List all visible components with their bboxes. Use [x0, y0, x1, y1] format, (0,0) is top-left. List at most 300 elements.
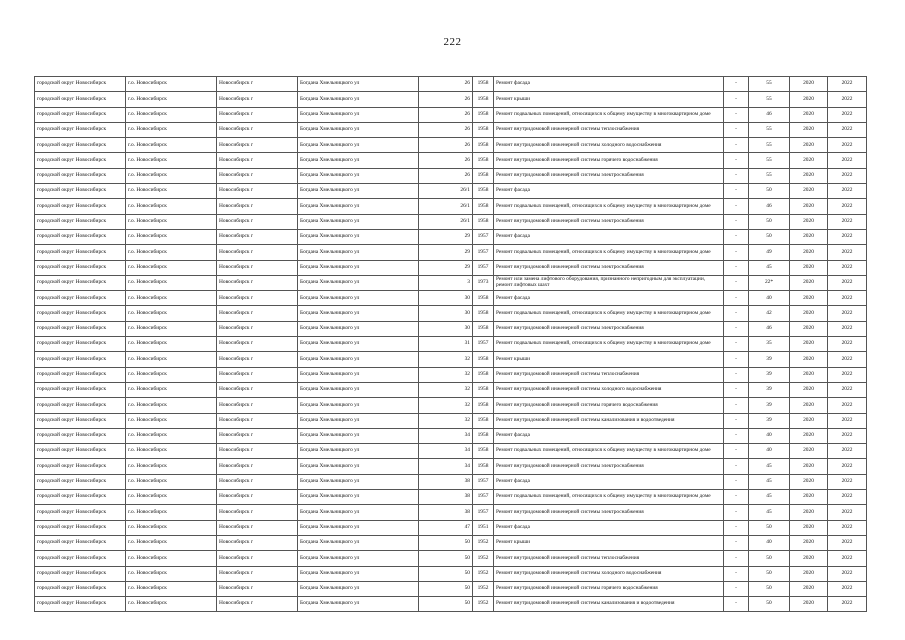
- empty-value-cell: -: [724, 153, 749, 168]
- end-year-cell: 2022: [828, 214, 867, 229]
- urban-district-cell: г.о. Новосибирск: [126, 428, 217, 443]
- street-cell: Богдана Хмельницкого ул: [298, 245, 419, 260]
- city-cell: Новосибирск г: [217, 566, 298, 581]
- empty-value-cell: -: [724, 551, 749, 566]
- street-cell: Богдана Хмельницкого ул: [298, 398, 419, 413]
- end-year-cell: 2022: [828, 199, 867, 214]
- table-row: [35, 566, 867, 581]
- municipal-district-cell: городской округ Новосибирск: [35, 214, 126, 229]
- municipal-district-cell: городской округ Новосибирск: [35, 321, 126, 336]
- municipal-district-cell: городской округ Новосибирск: [35, 444, 126, 459]
- municipal-district-cell: городской округ Новосибирск: [35, 459, 126, 474]
- start-year-cell: 2020: [790, 367, 828, 382]
- work-type-cell: Ремонт крыши: [494, 352, 724, 367]
- work-type-cell: Ремонт внутридомовой инженерной системы теплоснабжения: [494, 367, 724, 382]
- house-number-cell: 26/1: [419, 184, 473, 199]
- build-year-cell: 1952: [473, 566, 494, 581]
- street-cell: Богдана Хмельницкого ул: [298, 153, 419, 168]
- table-row: [35, 138, 867, 153]
- municipal-district-cell: городской округ Новосибирск: [35, 199, 126, 214]
- house-number-cell: 32: [419, 367, 473, 382]
- work-type-cell: Ремонт крыши: [494, 535, 724, 550]
- house-number-cell: 26: [419, 138, 473, 153]
- empty-value-cell: -: [724, 168, 749, 183]
- urban-district-cell: г.о. Новосибирск: [126, 398, 217, 413]
- street-cell: Богдана Хмельницкого ул: [298, 551, 419, 566]
- urban-district-cell: г.о. Новосибирск: [126, 291, 217, 306]
- build-year-cell: 1957: [473, 337, 494, 352]
- work-type-cell: Ремонт подвальных помещений, относящихся к общему имуществу в многоквартирном доме: [494, 199, 724, 214]
- empty-value-cell: -: [724, 77, 749, 92]
- empty-value-cell: -: [724, 459, 749, 474]
- amount-cell: 39: [749, 413, 790, 428]
- work-type-cell: Ремонт внутридомовой инженерной системы электроснабжения: [494, 260, 724, 275]
- work-type-cell: Ремонт внутридомовой инженерной системы электроснабжения: [494, 214, 724, 229]
- start-year-cell: 2020: [790, 199, 828, 214]
- street-cell: Богдана Хмельницкого ул: [298, 107, 419, 122]
- street-cell: Богдана Хмельницкого ул: [298, 168, 419, 183]
- street-cell: Богдана Хмельницкого ул: [298, 306, 419, 321]
- municipal-district-cell: городской округ Новосибирск: [35, 275, 126, 290]
- empty-value-cell: -: [724, 428, 749, 443]
- house-number-cell: 50: [419, 566, 473, 581]
- municipal-district-cell: городской округ Новосибирск: [35, 77, 126, 92]
- urban-district-cell: г.о. Новосибирск: [126, 520, 217, 535]
- work-type-cell: Ремонт внутридомовой инженерной системы горячего водоснабжения: [494, 581, 724, 596]
- build-year-cell: 1958: [473, 77, 494, 92]
- street-cell: Богдана Хмельницкого ул: [298, 321, 419, 336]
- street-cell: Богдана Хмельницкого ул: [298, 535, 419, 550]
- build-year-cell: 1958: [473, 413, 494, 428]
- house-number-cell: 30: [419, 291, 473, 306]
- street-cell: Богдана Хмельницкого ул: [298, 428, 419, 443]
- work-type-cell: Ремонт фасада: [494, 77, 724, 92]
- build-year-cell: 1957: [473, 260, 494, 275]
- work-type-cell: Ремонт фасада: [494, 520, 724, 535]
- city-cell: Новосибирск г: [217, 535, 298, 550]
- street-cell: Богдана Хмельницкого ул: [298, 566, 419, 581]
- urban-district-cell: г.о. Новосибирск: [126, 245, 217, 260]
- city-cell: Новосибирск г: [217, 459, 298, 474]
- build-year-cell: 1958: [473, 306, 494, 321]
- house-number-cell: 32: [419, 382, 473, 397]
- municipal-district-cell: городской округ Новосибирск: [35, 428, 126, 443]
- urban-district-cell: г.о. Новосибирск: [126, 382, 217, 397]
- house-number-cell: 50: [419, 551, 473, 566]
- house-number-cell: 26/1: [419, 214, 473, 229]
- table-row: [35, 535, 867, 550]
- city-cell: Новосибирск г: [217, 474, 298, 489]
- urban-district-cell: г.о. Новосибирск: [126, 306, 217, 321]
- city-cell: Новосибирск г: [217, 122, 298, 137]
- street-cell: Богдана Хмельницкого ул: [298, 490, 419, 505]
- city-cell: Новосибирск г: [217, 245, 298, 260]
- build-year-cell: 1952: [473, 551, 494, 566]
- amount-cell: 50: [749, 214, 790, 229]
- end-year-cell: 2022: [828, 413, 867, 428]
- street-cell: Богдана Хмельницкого ул: [298, 92, 419, 107]
- empty-value-cell: -: [724, 413, 749, 428]
- build-year-cell: 1957: [473, 229, 494, 244]
- start-year-cell: 2020: [790, 107, 828, 122]
- city-cell: Новосибирск г: [217, 444, 298, 459]
- end-year-cell: 2022: [828, 398, 867, 413]
- street-cell: Богдана Хмельницкого ул: [298, 260, 419, 275]
- municipal-district-cell: городской округ Новосибирск: [35, 581, 126, 596]
- end-year-cell: 2022: [828, 229, 867, 244]
- city-cell: Новосибирск г: [217, 398, 298, 413]
- end-year-cell: 2022: [828, 505, 867, 520]
- start-year-cell: 2020: [790, 245, 828, 260]
- start-year-cell: 2020: [790, 551, 828, 566]
- start-year-cell: 2020: [790, 520, 828, 535]
- municipal-district-cell: городской округ Новосибирск: [35, 138, 126, 153]
- start-year-cell: 2020: [790, 505, 828, 520]
- work-type-cell: Ремонт подвальных помещений, относящихся к общему имуществу в многоквартирном доме: [494, 245, 724, 260]
- municipal-district-cell: городской округ Новосибирск: [35, 505, 126, 520]
- table-row: [35, 520, 867, 535]
- house-number-cell: 29: [419, 229, 473, 244]
- urban-district-cell: г.о. Новосибирск: [126, 260, 217, 275]
- work-type-cell: Ремонт внутридомовой инженерной системы горячего водоснабжения: [494, 398, 724, 413]
- city-cell: Новосибирск г: [217, 229, 298, 244]
- amount-cell: 46: [749, 321, 790, 336]
- urban-district-cell: г.о. Новосибирск: [126, 168, 217, 183]
- build-year-cell: 1958: [473, 122, 494, 137]
- street-cell: Богдана Хмельницкого ул: [298, 337, 419, 352]
- house-number-cell: 3: [419, 275, 473, 290]
- start-year-cell: 2020: [790, 214, 828, 229]
- city-cell: Новосибирск г: [217, 184, 298, 199]
- table-body: [35, 77, 867, 612]
- city-cell: Новосибирск г: [217, 291, 298, 306]
- city-cell: Новосибирск г: [217, 77, 298, 92]
- urban-district-cell: г.о. Новосибирск: [126, 551, 217, 566]
- table-row: [35, 291, 867, 306]
- amount-cell: 39: [749, 382, 790, 397]
- table-row: [35, 444, 867, 459]
- house-number-cell: 38: [419, 490, 473, 505]
- house-number-cell: 26: [419, 77, 473, 92]
- amount-cell: 55: [749, 138, 790, 153]
- start-year-cell: 2020: [790, 474, 828, 489]
- street-cell: Богдана Хмельницкого ул: [298, 214, 419, 229]
- build-year-cell: 1973: [473, 275, 494, 290]
- end-year-cell: 2022: [828, 306, 867, 321]
- table-row: [35, 122, 867, 137]
- end-year-cell: 2022: [828, 382, 867, 397]
- urban-district-cell: г.о. Новосибирск: [126, 505, 217, 520]
- empty-value-cell: -: [724, 229, 749, 244]
- work-type-cell: Ремонт подвальных помещений, относящихся к общему имуществу в многоквартирном доме: [494, 444, 724, 459]
- work-type-cell: Ремонт внутридомовой инженерной системы холодного водоснабжения: [494, 138, 724, 153]
- work-type-cell: Ремонт внутридомовой инженерной системы теплоснабжения: [494, 551, 724, 566]
- work-type-cell: Ремонт фасада: [494, 474, 724, 489]
- start-year-cell: 2020: [790, 398, 828, 413]
- empty-value-cell: -: [724, 367, 749, 382]
- table-row: [35, 413, 867, 428]
- municipal-district-cell: городской округ Новосибирск: [35, 291, 126, 306]
- end-year-cell: 2022: [828, 107, 867, 122]
- table-row: [35, 168, 867, 183]
- house-number-cell: 26: [419, 107, 473, 122]
- city-cell: Новосибирск г: [217, 597, 298, 612]
- start-year-cell: 2020: [790, 92, 828, 107]
- urban-district-cell: г.о. Новосибирск: [126, 138, 217, 153]
- amount-cell: 42: [749, 306, 790, 321]
- build-year-cell: 1958: [473, 92, 494, 107]
- city-cell: Новосибирск г: [217, 138, 298, 153]
- city-cell: Новосибирск г: [217, 214, 298, 229]
- work-type-cell: Ремонт внутридомовой инженерной системы теплоснабжения: [494, 122, 724, 137]
- house-number-cell: 29: [419, 245, 473, 260]
- empty-value-cell: -: [724, 352, 749, 367]
- empty-value-cell: -: [724, 122, 749, 137]
- municipal-district-cell: городской округ Новосибирск: [35, 398, 126, 413]
- start-year-cell: 2020: [790, 153, 828, 168]
- end-year-cell: 2022: [828, 490, 867, 505]
- end-year-cell: 2022: [828, 352, 867, 367]
- house-number-cell: 34: [419, 459, 473, 474]
- amount-cell: 40: [749, 291, 790, 306]
- street-cell: Богдана Хмельницкого ул: [298, 122, 419, 137]
- empty-value-cell: -: [724, 505, 749, 520]
- empty-value-cell: -: [724, 581, 749, 596]
- empty-value-cell: -: [724, 398, 749, 413]
- empty-value-cell: -: [724, 184, 749, 199]
- end-year-cell: 2022: [828, 520, 867, 535]
- amount-cell: 45: [749, 490, 790, 505]
- empty-value-cell: -: [724, 92, 749, 107]
- house-number-cell: 50: [419, 581, 473, 596]
- street-cell: Богдана Хмельницкого ул: [298, 597, 419, 612]
- urban-district-cell: г.о. Новосибирск: [126, 184, 217, 199]
- table-row: [35, 275, 867, 290]
- table-row: [35, 581, 867, 596]
- end-year-cell: 2022: [828, 337, 867, 352]
- table-row: [35, 337, 867, 352]
- municipal-district-cell: городской округ Новосибирск: [35, 382, 126, 397]
- city-cell: Новосибирск г: [217, 581, 298, 596]
- city-cell: Новосибирск г: [217, 382, 298, 397]
- build-year-cell: 1958: [473, 107, 494, 122]
- work-type-cell: Ремонт внутридомовой инженерной системы электроснабжения: [494, 505, 724, 520]
- table-row: [35, 382, 867, 397]
- street-cell: Богдана Хмельницкого ул: [298, 367, 419, 382]
- amount-cell: 49: [749, 245, 790, 260]
- build-year-cell: 1958: [473, 214, 494, 229]
- street-cell: Богдана Хмельницкого ул: [298, 459, 419, 474]
- municipal-district-cell: городской округ Новосибирск: [35, 92, 126, 107]
- municipal-district-cell: городской округ Новосибирск: [35, 245, 126, 260]
- start-year-cell: 2020: [790, 382, 828, 397]
- amount-cell: 39: [749, 352, 790, 367]
- work-type-cell: Ремонт внутридомовой инженерной системы канализования и водоотведения: [494, 413, 724, 428]
- urban-district-cell: г.о. Новосибирск: [126, 474, 217, 489]
- street-cell: Богдана Хмельницкого ул: [298, 413, 419, 428]
- work-type-cell: Ремонт подвальных помещений, относящихся к общему имуществу в многоквартирном доме: [494, 490, 724, 505]
- house-number-cell: 34: [419, 428, 473, 443]
- end-year-cell: 2022: [828, 566, 867, 581]
- build-year-cell: 1958: [473, 321, 494, 336]
- start-year-cell: 2020: [790, 597, 828, 612]
- urban-district-cell: г.о. Новосибирск: [126, 413, 217, 428]
- urban-district-cell: г.о. Новосибирск: [126, 535, 217, 550]
- table-row: [35, 352, 867, 367]
- build-year-cell: 1958: [473, 398, 494, 413]
- build-year-cell: 1951: [473, 520, 494, 535]
- table-row: [35, 214, 867, 229]
- house-number-cell: 29: [419, 260, 473, 275]
- house-number-cell: 26: [419, 153, 473, 168]
- build-year-cell: 1958: [473, 444, 494, 459]
- municipal-district-cell: городской округ Новосибирск: [35, 520, 126, 535]
- municipal-district-cell: городской округ Новосибирск: [35, 168, 126, 183]
- empty-value-cell: -: [724, 321, 749, 336]
- urban-district-cell: г.о. Новосибирск: [126, 459, 217, 474]
- house-number-cell: 26/1: [419, 199, 473, 214]
- table-row: [35, 474, 867, 489]
- urban-district-cell: г.о. Новосибирск: [126, 214, 217, 229]
- empty-value-cell: -: [724, 245, 749, 260]
- amount-cell: 40: [749, 428, 790, 443]
- municipal-district-cell: городской округ Новосибирск: [35, 535, 126, 550]
- empty-value-cell: -: [724, 275, 749, 290]
- end-year-cell: 2022: [828, 428, 867, 443]
- table-row: [35, 321, 867, 336]
- work-type-cell: Ремонт внутридомовой инженерной системы горячего водоснабжения: [494, 153, 724, 168]
- table-row: [35, 398, 867, 413]
- work-type-cell: Ремонт внутридомовой инженерной системы холодного водоснабжения: [494, 382, 724, 397]
- end-year-cell: 2022: [828, 444, 867, 459]
- empty-value-cell: -: [724, 566, 749, 581]
- start-year-cell: 2020: [790, 275, 828, 290]
- house-number-cell: 30: [419, 321, 473, 336]
- amount-cell: 55: [749, 168, 790, 183]
- municipal-district-cell: городской округ Новосибирск: [35, 474, 126, 489]
- build-year-cell: 1958: [473, 367, 494, 382]
- house-number-cell: 34: [419, 444, 473, 459]
- urban-district-cell: г.о. Новосибирск: [126, 77, 217, 92]
- table-row: [35, 367, 867, 382]
- amount-cell: 55: [749, 77, 790, 92]
- work-type-cell: Ремонт внутридомовой инженерной системы электроснабжения: [494, 168, 724, 183]
- build-year-cell: 1958: [473, 459, 494, 474]
- empty-value-cell: -: [724, 382, 749, 397]
- amount-cell: 55: [749, 122, 790, 137]
- empty-value-cell: -: [724, 337, 749, 352]
- street-cell: Богдана Хмельницкого ул: [298, 199, 419, 214]
- amount-cell: 50: [749, 551, 790, 566]
- start-year-cell: 2020: [790, 306, 828, 321]
- end-year-cell: 2022: [828, 581, 867, 596]
- city-cell: Новосибирск г: [217, 551, 298, 566]
- end-year-cell: 2022: [828, 184, 867, 199]
- city-cell: Новосибирск г: [217, 413, 298, 428]
- end-year-cell: 2022: [828, 474, 867, 489]
- build-year-cell: 1958: [473, 168, 494, 183]
- city-cell: Новосибирск г: [217, 168, 298, 183]
- urban-district-cell: г.о. Новосибирск: [126, 352, 217, 367]
- amount-cell: 45: [749, 459, 790, 474]
- house-number-cell: 50: [419, 535, 473, 550]
- empty-value-cell: -: [724, 597, 749, 612]
- start-year-cell: 2020: [790, 77, 828, 92]
- house-number-cell: 26: [419, 122, 473, 137]
- amount-cell: 50: [749, 229, 790, 244]
- house-number-cell: 26: [419, 168, 473, 183]
- end-year-cell: 2022: [828, 153, 867, 168]
- urban-district-cell: г.о. Новосибирск: [126, 321, 217, 336]
- end-year-cell: 2022: [828, 92, 867, 107]
- table-row: [35, 92, 867, 107]
- build-year-cell: 1957: [473, 490, 494, 505]
- municipal-district-cell: городской округ Новосибирск: [35, 153, 126, 168]
- empty-value-cell: -: [724, 306, 749, 321]
- start-year-cell: 2020: [790, 413, 828, 428]
- table-row: [35, 184, 867, 199]
- start-year-cell: 2020: [790, 260, 828, 275]
- table-row: [35, 153, 867, 168]
- city-cell: Новосибирск г: [217, 428, 298, 443]
- municipal-district-cell: городской округ Новосибирск: [35, 551, 126, 566]
- end-year-cell: 2022: [828, 367, 867, 382]
- start-year-cell: 2020: [790, 535, 828, 550]
- city-cell: Новосибирск г: [217, 490, 298, 505]
- table-row: [35, 199, 867, 214]
- street-cell: Богдана Хмельницкого ул: [298, 581, 419, 596]
- street-cell: Богдана Хмельницкого ул: [298, 77, 419, 92]
- build-year-cell: 1957: [473, 474, 494, 489]
- table-row: [35, 306, 867, 321]
- build-year-cell: 1958: [473, 291, 494, 306]
- start-year-cell: 2020: [790, 581, 828, 596]
- work-type-cell: Ремонт фасада: [494, 428, 724, 443]
- repair-schedule-table: [34, 76, 867, 612]
- urban-district-cell: г.о. Новосибирск: [126, 275, 217, 290]
- start-year-cell: 2020: [790, 352, 828, 367]
- amount-cell: 45: [749, 474, 790, 489]
- amount-cell: 50: [749, 581, 790, 596]
- amount-cell: 50: [749, 566, 790, 581]
- urban-district-cell: г.о. Новосибирск: [126, 92, 217, 107]
- start-year-cell: 2020: [790, 168, 828, 183]
- empty-value-cell: -: [724, 107, 749, 122]
- city-cell: Новосибирск г: [217, 337, 298, 352]
- municipal-district-cell: городской округ Новосибирск: [35, 337, 126, 352]
- street-cell: Богдана Хмельницкого ул: [298, 291, 419, 306]
- start-year-cell: 2020: [790, 490, 828, 505]
- empty-value-cell: -: [724, 260, 749, 275]
- urban-district-cell: г.о. Новосибирск: [126, 337, 217, 352]
- table-row: [35, 229, 867, 244]
- build-year-cell: 1958: [473, 153, 494, 168]
- amount-cell: 35: [749, 337, 790, 352]
- street-cell: Богдана Хмельницкого ул: [298, 474, 419, 489]
- amount-cell: 22*: [749, 275, 790, 290]
- street-cell: Богдана Хмельницкого ул: [298, 505, 419, 520]
- urban-district-cell: г.о. Новосибирск: [126, 229, 217, 244]
- work-type-cell: Ремонт внутридомовой инженерной системы канализования и водоотведения: [494, 597, 724, 612]
- build-year-cell: 1952: [473, 597, 494, 612]
- house-number-cell: 38: [419, 505, 473, 520]
- end-year-cell: 2022: [828, 122, 867, 137]
- empty-value-cell: -: [724, 520, 749, 535]
- table-row: [35, 505, 867, 520]
- end-year-cell: 2022: [828, 260, 867, 275]
- urban-district-cell: г.о. Новосибирск: [126, 581, 217, 596]
- amount-cell: 50: [749, 520, 790, 535]
